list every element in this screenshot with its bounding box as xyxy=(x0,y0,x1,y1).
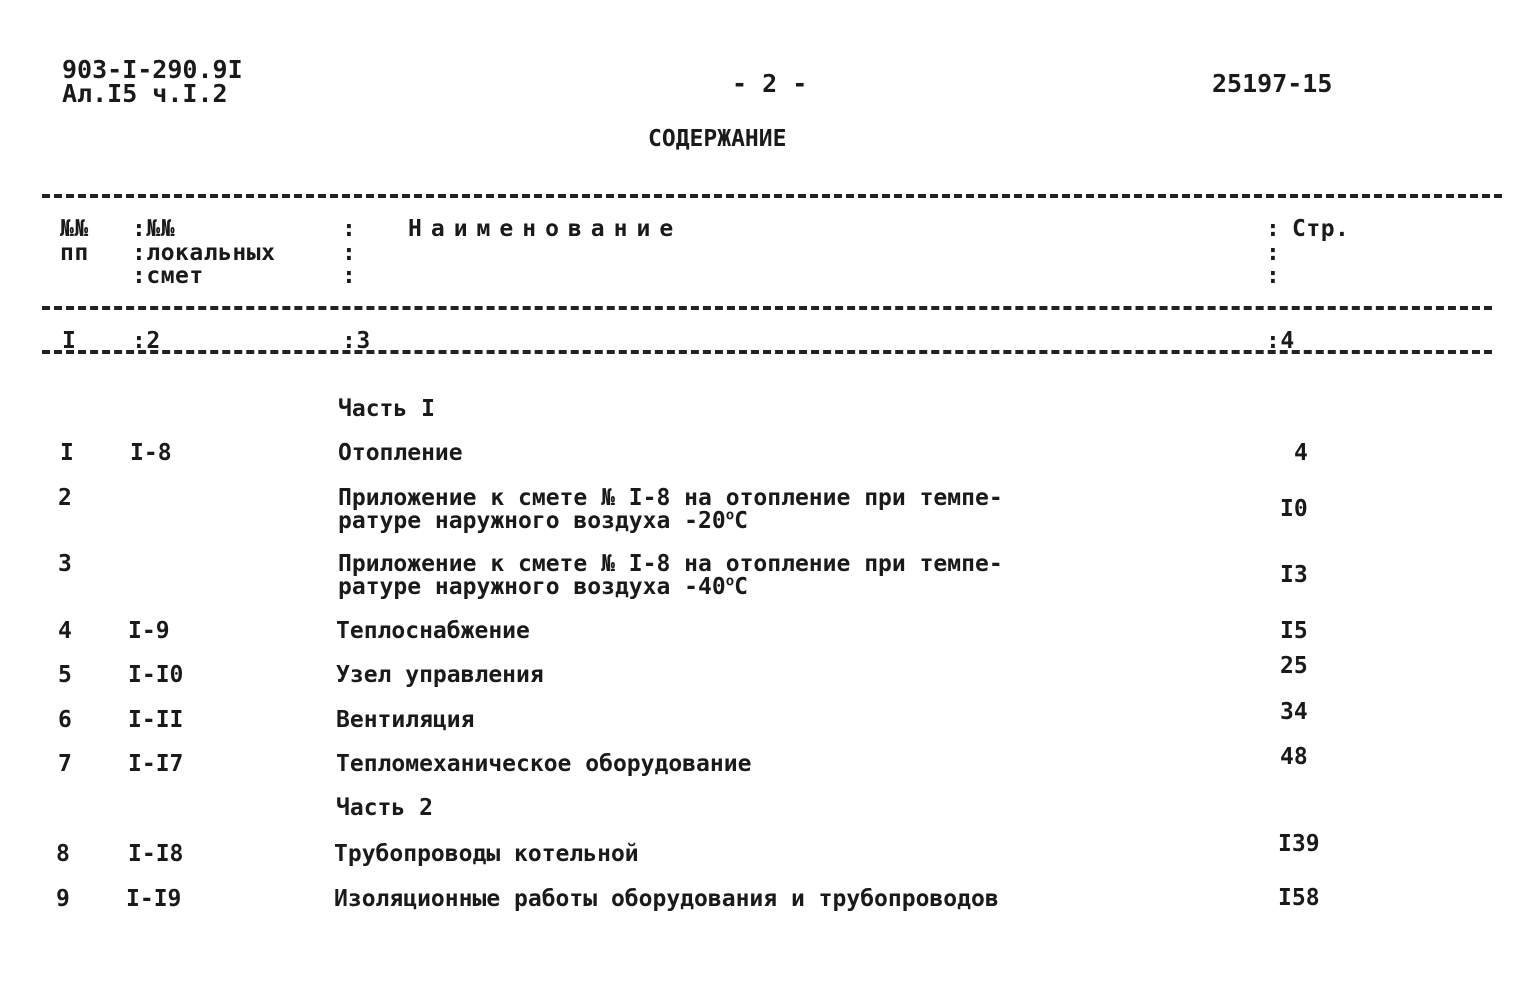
row-name-line2: ратуре наружного воздуха -40$^o$C xyxy=(338,573,749,600)
row-page: I58 xyxy=(1278,885,1320,911)
row-code: I-I9 xyxy=(126,886,182,912)
row-number: 8 xyxy=(56,841,70,867)
col4-head-label: Стр. xyxy=(1292,216,1350,242)
sheet-reference: Ал.I5 ч.I.2 xyxy=(62,79,228,108)
col4-separator: : xyxy=(1266,216,1281,242)
row-name: Теплоснабжение xyxy=(336,618,530,644)
row-page: I3 xyxy=(1280,562,1308,588)
row-name-line2: ратуре наружного воздуха -20$^o$C xyxy=(338,507,749,534)
row-page: I39 xyxy=(1278,831,1320,857)
document-code: 903-I-290.9I xyxy=(62,55,243,84)
row-name-line1: Приложение к смете № I-8 на отопление при темпе- xyxy=(338,485,1003,511)
column-number-1: I xyxy=(62,328,77,354)
col3-separator: : xyxy=(342,263,357,289)
col1-head-line2: пп xyxy=(60,240,89,266)
row-number: 6 xyxy=(58,707,72,733)
col4-separator: : xyxy=(1266,263,1281,289)
row-page: I5 xyxy=(1280,618,1308,644)
col4-separator: : xyxy=(1266,240,1281,266)
document-number: 25197-15 xyxy=(1212,69,1333,98)
column-numbers-rule xyxy=(42,350,1492,354)
row-page: 48 xyxy=(1280,744,1308,770)
page-number: - 2 - xyxy=(732,69,808,98)
section-title: Часть 2 xyxy=(336,795,433,821)
row-name: Узел управления xyxy=(336,662,544,688)
row-name: Вентиляция xyxy=(336,707,475,733)
row-number: 9 xyxy=(56,886,70,912)
col1-head-line1: №№ xyxy=(60,216,89,242)
col2-head-line3: :смет xyxy=(132,263,204,289)
row-code: I-I0 xyxy=(128,662,184,688)
row-number: 5 xyxy=(58,662,72,688)
row-page: 34 xyxy=(1280,699,1308,725)
header-rule xyxy=(42,306,1492,310)
row-name: Тепломеханическое оборудование xyxy=(336,751,752,777)
row-name-line1: Приложение к смете № I-8 на отопление при темпе- xyxy=(338,551,1003,577)
row-number: 2 xyxy=(58,485,72,511)
row-code: I-I7 xyxy=(128,751,184,777)
col2-head-line1: :№№ xyxy=(132,216,176,242)
row-number: 4 xyxy=(58,618,72,644)
table-top-rule xyxy=(42,194,1502,198)
row-number: 7 xyxy=(58,751,72,777)
row-code: I-I8 xyxy=(128,841,184,867)
row-number: I xyxy=(60,440,74,466)
row-name: Трубопроводы котельной xyxy=(334,841,639,867)
row-page: I0 xyxy=(1280,496,1308,522)
column-number-4: :4 xyxy=(1266,328,1295,354)
section-title: Часть I xyxy=(338,396,435,422)
col3-head-label: Наименование xyxy=(408,216,683,242)
column-number-3: :3 xyxy=(342,328,371,354)
row-name: Отопление xyxy=(338,440,463,466)
col2-head-line2: :локальных xyxy=(132,240,276,266)
page-title: СОДЕРЖАНИЕ xyxy=(648,126,787,152)
row-code: I-9 xyxy=(128,618,170,644)
row-code: I-8 xyxy=(130,440,172,466)
row-number: 3 xyxy=(58,551,72,577)
col3-separator: : xyxy=(342,216,357,242)
row-page: 4 xyxy=(1294,440,1308,466)
row-page: 25 xyxy=(1280,653,1308,679)
col3-separator: : xyxy=(342,240,357,266)
row-code: I-II xyxy=(128,707,184,733)
column-number-2: :2 xyxy=(132,328,161,354)
row-name: Изоляционные работы оборудования и трубопроводов xyxy=(334,886,999,912)
